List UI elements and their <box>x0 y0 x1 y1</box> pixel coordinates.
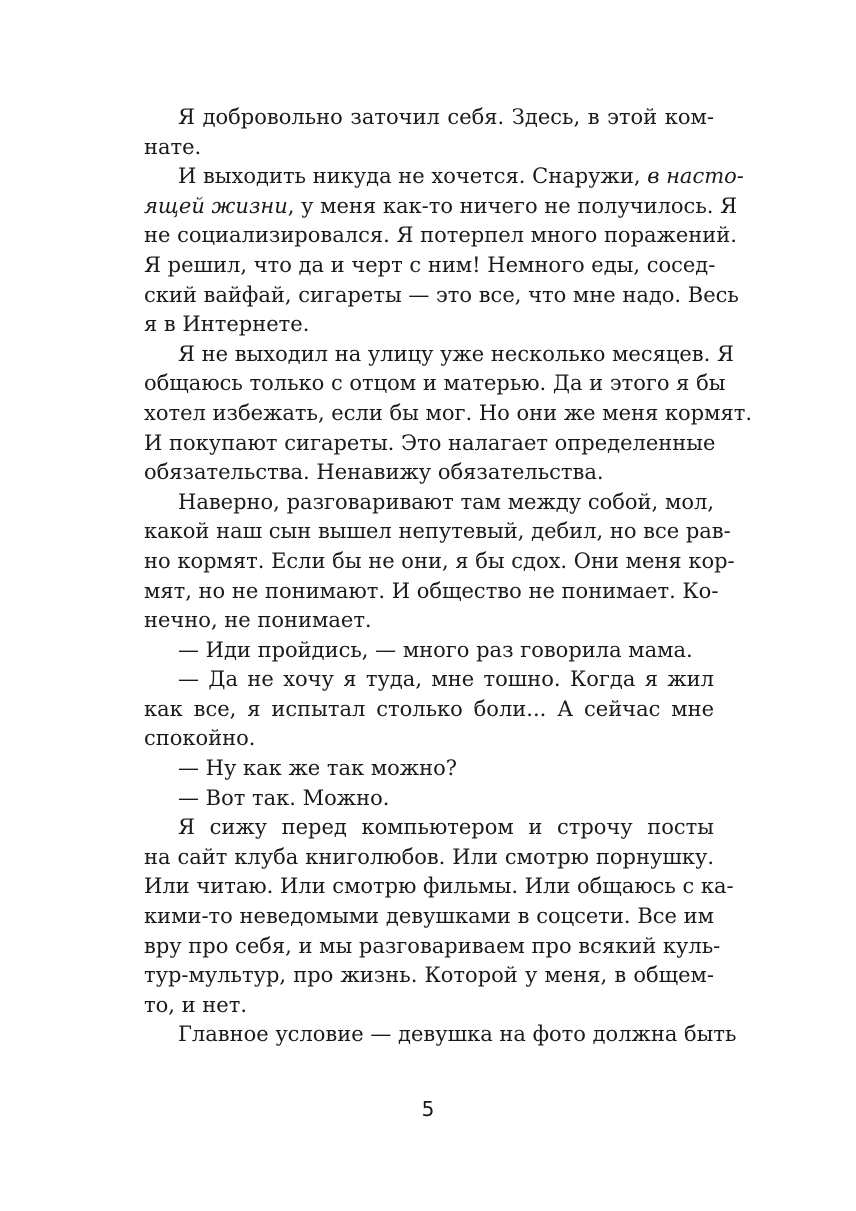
paragraph <box>144 162 744 340</box>
text-line: ский вайфай, сигареты — это все, что мне надо. Весь <box>144 282 739 307</box>
italic-run: ящей жизни <box>144 193 288 218</box>
paragraph <box>144 813 734 1020</box>
text-line <box>144 162 744 192</box>
text-line: — Да не хочу я туда, мне тошно. Когда я жил <box>178 667 714 692</box>
italic-run: в насто- <box>647 164 744 189</box>
text-run: , у меня как-то ничего не получилось. Я <box>287 193 738 218</box>
text-line: не социализировался. Я потерпел много поражений. <box>144 223 737 248</box>
text-line: — Ну как же так можно? <box>178 756 458 781</box>
text-line: обязательства. Ненавижу обязательства. <box>144 460 604 485</box>
book-page-text <box>144 103 753 1050</box>
text-line: — Вот так. Можно. <box>178 785 390 810</box>
text-line: вру про себя, и мы разговариваем про всякий куль- <box>144 933 721 958</box>
text-line: какой наш сын вышел непутевый, дебил, но все рав- <box>144 519 731 544</box>
text-line: мят, но не понимают. И общество не понимает. Ко- <box>144 578 719 603</box>
text-line: на сайт клуба книголюбов. Или смотрю порнушку. <box>144 844 714 869</box>
text-run: И выходить никуда не хочется. Снаружи, <box>178 164 648 189</box>
text-line: хотел избежать, если бы мог. Но они же меня кормят. <box>144 400 753 425</box>
text-line: тур-мультур, про жизнь. Которой у меня, в общем- <box>144 963 714 988</box>
paragraph <box>144 488 735 636</box>
text-line: я в Интернете. <box>144 312 310 337</box>
dialogue-paragraph <box>144 784 714 814</box>
paragraph <box>144 340 753 488</box>
text-line: нате. <box>144 134 202 159</box>
text-line: как все, я испытал столько боли... А сейчас мне <box>144 696 714 721</box>
text-line: спокойно. <box>144 726 256 751</box>
text-line: Я сижу перед компьютером и строчу посты <box>178 815 714 840</box>
page-number: 5 <box>421 1097 435 1121</box>
text-line: Я добровольно заточил себя. Здесь, в этой ком- <box>178 105 714 129</box>
paragraph <box>144 1020 737 1050</box>
text-line: Я решил, что да и черт с ним! Немного еды, сосед- <box>144 252 716 277</box>
text-line: Наверно, разговаривают там между собой, мол, <box>178 489 714 514</box>
text-line: общаюсь только с отцом и матерью. Да и этого я бы <box>144 371 726 396</box>
text-line: то, и нет. <box>144 992 248 1017</box>
dialogue-paragraph <box>144 665 714 754</box>
text-line: Или читаю. Или смотрю фильмы. Или общаюсь с ка- <box>144 874 734 899</box>
dialogue-paragraph <box>144 636 714 666</box>
paragraph <box>144 103 714 162</box>
text-line: но кормят. Если бы не они, я бы сдох. Они меня кор- <box>144 548 735 573</box>
text-line: Главное условие — девушка на фото должна быть <box>178 1022 737 1047</box>
text-line: — Иди пройдись, — много раз говорила мама. <box>178 637 693 662</box>
dialogue-paragraph <box>144 754 714 784</box>
text-line <box>144 192 738 222</box>
text-line: И покупают сигареты. Это налагает определенные <box>144 430 716 455</box>
text-line: нечно, не понимает. <box>144 608 372 633</box>
text-line: Я не выходил на улицу уже несколько месяцев. Я <box>178 341 734 366</box>
text-line: кими-то неведомыми девушками в соцсети. Все им <box>144 904 714 929</box>
